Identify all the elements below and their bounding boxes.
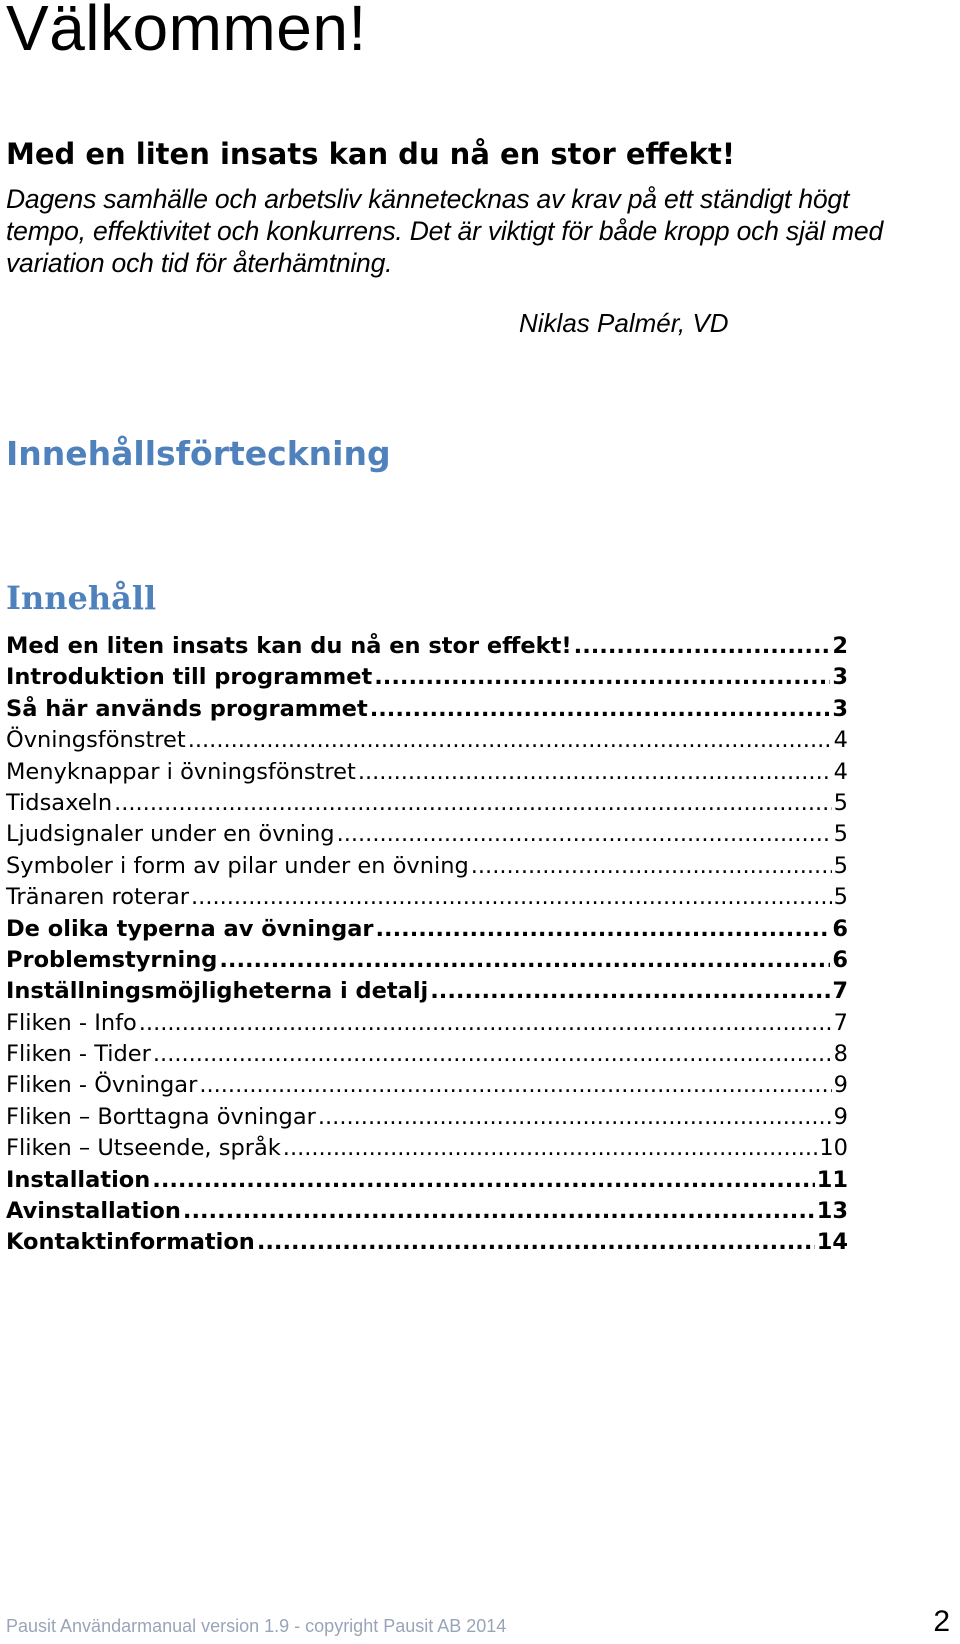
toc-entry[interactable] bbox=[6, 725, 848, 756]
toc-entry-page: 5 bbox=[833, 852, 848, 879]
toc-dot-leader bbox=[191, 882, 832, 913]
page-title: Välkommen! bbox=[6, 0, 367, 64]
toc-entry[interactable] bbox=[6, 1070, 848, 1101]
toc-entry-page: 5 bbox=[833, 884, 848, 911]
toc-dot-leader bbox=[199, 1070, 831, 1101]
toc-entry[interactable] bbox=[6, 1165, 848, 1196]
toc-entry[interactable] bbox=[6, 757, 848, 788]
toc-entry[interactable] bbox=[6, 1133, 848, 1164]
toc-entry-label: Övningsfönstret bbox=[6, 727, 186, 754]
toc-entry-page: 4 bbox=[833, 727, 848, 754]
toc-entry-label: Avinstallation bbox=[6, 1198, 181, 1225]
intro-quote: Dagens samhälle och arbetsliv kännetecknas av krav på ett ständigt högt tempo, effektivitet och konkurrens. Det är viktigt för både kropp och själ med variation och tid för återhämtning. bbox=[6, 184, 883, 278]
toc-dot-leader bbox=[257, 1227, 815, 1258]
page-number: 2 bbox=[933, 1605, 950, 1638]
toc-dot-leader bbox=[374, 662, 830, 693]
toc-entry-label: Tränaren roterar bbox=[6, 884, 190, 911]
toc-entry-label: Inställningsmöjligheterna i detalj bbox=[6, 978, 429, 1005]
toc-entry-page: 3 bbox=[832, 664, 848, 691]
toc-dot-leader bbox=[219, 945, 830, 976]
toc-dot-leader bbox=[114, 788, 832, 819]
toc-entry-label: Introduktion till programmet bbox=[6, 664, 373, 691]
toc-dot-leader bbox=[318, 1102, 832, 1133]
toc-entry-label: Fliken - Tider bbox=[6, 1041, 151, 1068]
intro-heading: Med en liten insats kan du nå en stor effekt! bbox=[6, 137, 736, 171]
toc-entry[interactable] bbox=[6, 788, 848, 819]
toc-entry-page: 9 bbox=[833, 1072, 848, 1099]
toc-entry-page: 2 bbox=[832, 633, 848, 659]
toc-dot-leader bbox=[152, 1165, 814, 1196]
toc-entry-label: Med en liten insats kan du nå en stor effekt! bbox=[6, 633, 572, 659]
toc-entry-label: Installation bbox=[6, 1166, 151, 1193]
toc-entry-label: Menyknappar i övningsfönstret bbox=[6, 758, 356, 785]
toc-entry-label: Tidsaxeln bbox=[6, 789, 113, 816]
toc-entry[interactable] bbox=[6, 1196, 848, 1227]
toc-dot-leader bbox=[370, 694, 831, 725]
toc-entry-label: De olika typerna av övningar bbox=[6, 915, 374, 942]
toc-entry-label: Ljudsignaler under en övning bbox=[6, 821, 335, 848]
toc-entry-page: 9 bbox=[833, 1103, 848, 1130]
toc-entry-page: 11 bbox=[816, 1166, 848, 1193]
toc-entry[interactable] bbox=[6, 976, 848, 1007]
toc-entry-page: 5 bbox=[833, 789, 848, 816]
toc-entry-label: Kontaktinformation bbox=[6, 1229, 255, 1256]
toc-dot-leader bbox=[430, 976, 830, 1007]
toc-dot-leader bbox=[376, 914, 831, 945]
toc-entry-page: 6 bbox=[832, 946, 848, 973]
toc-entry[interactable] bbox=[6, 1008, 848, 1039]
toc-dot-leader bbox=[183, 1196, 815, 1227]
toc-entry[interactable] bbox=[6, 914, 848, 945]
toc-dot-leader bbox=[188, 725, 832, 756]
toc-entry[interactable] bbox=[6, 819, 848, 850]
footer-copyright: Pausit Användarmanual version 1.9 - copyright Pausit AB 2014 bbox=[6, 1616, 507, 1636]
toc-dot-leader bbox=[139, 1008, 832, 1039]
toc-dot-leader bbox=[574, 631, 831, 662]
toc-entry[interactable] bbox=[6, 631, 848, 662]
toc-entry-page: 10 bbox=[819, 1135, 848, 1162]
toc-entry-page: 8 bbox=[833, 1041, 848, 1068]
toc-entry-label: Fliken - Info bbox=[6, 1009, 137, 1036]
signature: Niklas Palmér, VD bbox=[519, 308, 729, 338]
toc-entry[interactable] bbox=[6, 851, 848, 882]
toc-entry-page: 4 bbox=[833, 758, 848, 785]
toc-entry-label: Fliken – Utseende, språk bbox=[6, 1135, 281, 1162]
toc-entry-page: 3 bbox=[832, 695, 848, 722]
toc-dot-leader bbox=[283, 1133, 818, 1164]
toc-entry-page: 7 bbox=[833, 1009, 848, 1036]
toc-entry[interactable] bbox=[6, 662, 848, 693]
toc-heading: Innehållsförteckning bbox=[6, 434, 391, 473]
content-heading: Innehåll bbox=[6, 579, 157, 617]
toc-entry-page: 13 bbox=[816, 1198, 848, 1225]
toc-dot-leader bbox=[471, 851, 832, 882]
toc-entry-page: 7 bbox=[832, 978, 848, 1005]
table-of-contents bbox=[6, 631, 848, 1259]
toc-entry[interactable] bbox=[6, 1039, 848, 1070]
toc-entry[interactable] bbox=[6, 945, 848, 976]
toc-dot-leader bbox=[358, 757, 832, 788]
toc-entry-label: Så här används programmet bbox=[6, 695, 368, 722]
toc-entry[interactable] bbox=[6, 1227, 848, 1258]
toc-dot-leader bbox=[337, 819, 832, 850]
toc-entry-label: Problemstyrning bbox=[6, 946, 218, 973]
toc-entry-label: Symboler i form av pilar under en övning bbox=[6, 852, 469, 879]
toc-entry[interactable] bbox=[6, 882, 848, 913]
toc-entry-page: 14 bbox=[816, 1229, 848, 1256]
toc-entry-label: Fliken – Borttagna övningar bbox=[6, 1103, 316, 1130]
toc-entry[interactable] bbox=[6, 694, 848, 725]
toc-entry-label: Fliken - Övningar bbox=[6, 1072, 198, 1099]
toc-entry-page: 6 bbox=[832, 915, 848, 942]
toc-dot-leader bbox=[153, 1039, 832, 1070]
toc-entry-page: 5 bbox=[833, 821, 848, 848]
toc-entry[interactable] bbox=[6, 1102, 848, 1133]
